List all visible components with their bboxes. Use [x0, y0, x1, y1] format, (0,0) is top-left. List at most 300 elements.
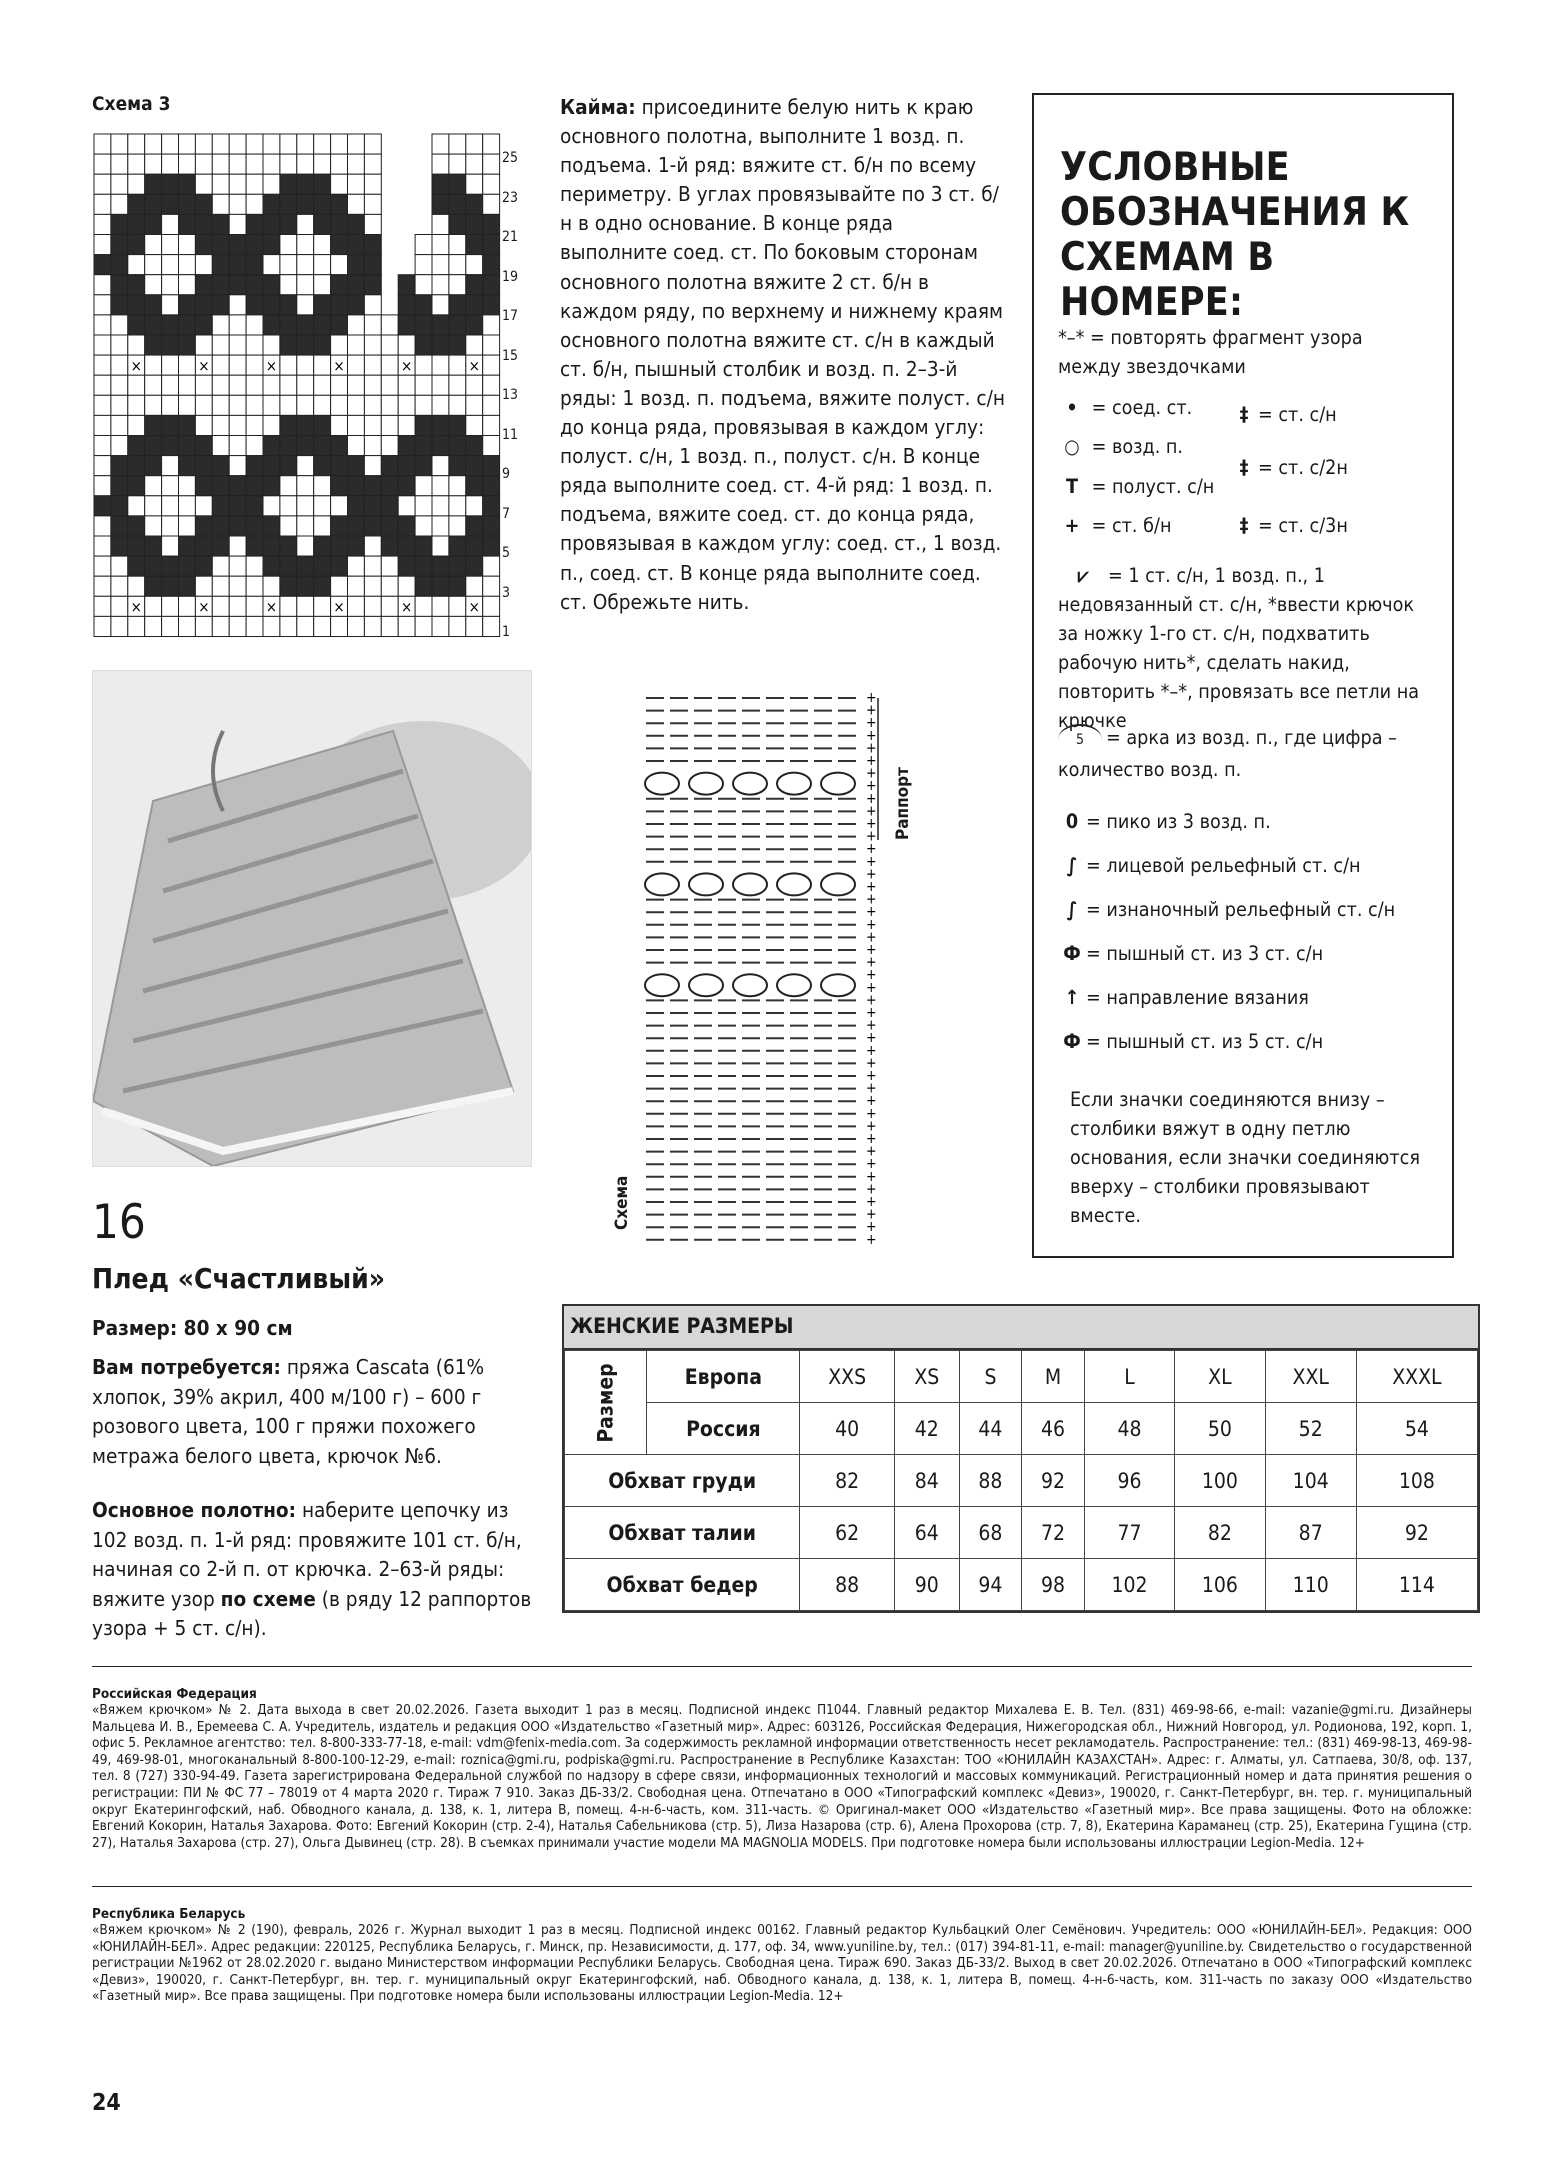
- grid-cell: [246, 335, 263, 355]
- grid-cell: [246, 255, 263, 275]
- grid-cell: [195, 255, 212, 275]
- grid-cell: [483, 194, 500, 214]
- grid-cell: [432, 536, 449, 556]
- grid-cell: [398, 516, 415, 536]
- grid-cell: [179, 355, 196, 375]
- grid-cell: [297, 516, 314, 536]
- slip-stitch-icon: •: [1066, 396, 1078, 419]
- plus-mark: +: [866, 1181, 877, 1198]
- grid-cell: [111, 355, 128, 375]
- plus-mark: +: [866, 942, 877, 958]
- grid-cell: [466, 415, 483, 435]
- grid-cell: [449, 516, 466, 536]
- grid-cell: [364, 174, 381, 194]
- grid-cell: [94, 556, 111, 576]
- grid-cell: [111, 436, 128, 456]
- grid-cell: [398, 275, 415, 295]
- grid-cell: [364, 194, 381, 214]
- grid-cell: [179, 456, 196, 476]
- grid-cell: [297, 576, 314, 596]
- grid-cell: [432, 476, 449, 496]
- row-number: 15: [502, 347, 519, 364]
- grid-cell: [128, 616, 145, 636]
- row-label: Обхват груди: [565, 1455, 800, 1507]
- grid-cell: [195, 536, 212, 556]
- grid-cell: [280, 134, 297, 154]
- grid-cell: [212, 154, 229, 174]
- cross-mark: ×: [468, 356, 480, 375]
- grid-cell: [398, 496, 415, 516]
- table-cell: 42: [894, 1403, 959, 1455]
- grid-cell: [314, 255, 331, 275]
- size-label-cell: Размер: [565, 1351, 647, 1455]
- grid-cell: [162, 134, 179, 154]
- cross-mark: ×: [468, 597, 480, 616]
- grid-cell: [94, 315, 111, 335]
- grid-cell: [348, 556, 365, 576]
- grid-cell: [229, 536, 246, 556]
- plus-mark: +: [866, 1131, 877, 1147]
- grid-cell: [111, 596, 128, 616]
- grid-cell: [94, 335, 111, 355]
- grid-cell: [432, 375, 449, 395]
- grid-cell: [364, 275, 381, 295]
- grid-cell: [162, 596, 179, 616]
- imprint-rf-text: «Вяжем крючком» № 2. Дата выхода в свет 20.02.2026. Газета выходит 1 раз в месяц. Подписной индекс П1044. Главный редактор Михалева Е. В. Тел. (831) 469-98-66, e-mail: vazanie@gmi.ru. Дизайнеры Мальцева И. В., Еремеева С. А. Учредитель, издатель и редакция ООО «Издательство «Газетный мир». Адрес: 603126, Российская Федерация, Нижегородская обл., Нижний Новгород, ул. Родионова, 192, корп. 1, офис 5. Рекламное агентство: тел. 8-800-333-77-18, e-mail: vdm@fenix-media.com. За содержимость рекламной информации ответственность несет рекламодатель. Распространение: тел.: (831) 469-98-13, 469-98-49, 469-98-01, многоканальный 8-800-100-12-29, e-mail: roznica@gmi.ru, podpiska@gmi.ru. Распространение в Республике Казахстан: ТОО «ЮНИЛАЙН КАЗАХСТАН». Адрес: г. Алматы, ул. Сатпаева, 30/8, оф. 137, тел. 8 (727) 330-94-49. Газета зарегистрирована Федеральной службой по надзору в сфере связи, информационных технологий и массовых коммуникаций. Регистрационный номер и дата принятия решения о регистрации: ПИ № ФС 77 – 78019 от 4 марта 2020 г. Тираж 7 910. Заказ ДБ-33/2. Свободная цена. Отпечатано в ООО «Типографский комплекс «Девиз», 190020, г. Санкт-Петербург, вн. тер. г. муниципальный округ Екатерингофский, наб. Обводного канала, д. 138, к. 1, литера В, помещ. 4-н-6-часть, ком. 311-часть. © Оригинал-макет ООО «Издательство «Газетный мир». Все права защищены. Фото на обложке: Евгений Кокорин, Наталья Захарова. Фото: Евгений Кокорин (стр. 2-4), Наталья Сабельникова (стр. 5), Лиза Назарова (стр. 6), Алена Прохорова (стр. 7, 8), Екатерина Караманец (стр. 25), Екатерина Гущина (стр. 27), Наталья Захарова (стр. 27), Ольга Дывинец (стр. 28). В съемках принимали участие модели MA MAGNOLIA MODELS. При подготовке номера были использованы иллюстрации Legion-Media. 12+: [92, 1702, 1472, 1851]
- grid-cell: [128, 295, 145, 315]
- grid-cell: [415, 576, 432, 596]
- grid-cell: [212, 375, 229, 395]
- grid-cell: [246, 596, 263, 616]
- puff-stitch: [777, 773, 811, 795]
- legend-item-front-post: ∫ = лицевой рельефный ст. с/н: [1058, 851, 1361, 880]
- grid-cell: [229, 214, 246, 234]
- grid-cell: [381, 315, 398, 335]
- grid-cell: [246, 154, 263, 174]
- grid-cell: [449, 456, 466, 476]
- grid-cell: [297, 315, 314, 335]
- grid-cell: [314, 355, 331, 375]
- table-cell: 92: [1022, 1455, 1085, 1507]
- grid-cell: [263, 194, 280, 214]
- grid-cell: [449, 295, 466, 315]
- grid-cell: [348, 536, 365, 556]
- puff-stitch: [733, 773, 767, 795]
- grid-cell: [381, 436, 398, 456]
- blanket-photo-illustration: [93, 671, 531, 1166]
- grid-cell: [314, 415, 331, 435]
- grid-cell: [111, 375, 128, 395]
- grid-cell: [449, 576, 466, 596]
- grid-cell: [111, 556, 128, 576]
- plus-mark: +: [866, 992, 877, 1009]
- plus-mark: +: [866, 1005, 877, 1021]
- grid-cell: [212, 616, 229, 636]
- grid-cell: [297, 335, 314, 355]
- legend-item-complex: ⩗ = 1 ст. с/н, 1 возд. п., 1 недовязанный ст. с/н, *ввести крючок за ножку 1-го ст. с/н, подхватить рабочую нить*, сделать накид, повторить *–*, провязать все петли на крючке: [1058, 561, 1438, 735]
- plus-mark: +: [866, 778, 877, 795]
- size-table-grid: [564, 1350, 1478, 1611]
- legend-item-hdc: T = полуст. с/н: [1058, 472, 1214, 501]
- legend-repeat: *–* = повторять фрагмент узора между звездочками: [1058, 326, 1363, 378]
- grid-cell: [229, 235, 246, 255]
- grid-cell: [195, 395, 212, 415]
- grid-cell: [128, 315, 145, 335]
- table-cell: 82: [1175, 1507, 1265, 1559]
- grid-cell: [246, 194, 263, 214]
- grid-cell: [432, 496, 449, 516]
- grid-cell: [94, 516, 111, 536]
- grid-cell: [111, 134, 128, 154]
- table-cell: 102: [1084, 1559, 1174, 1611]
- grid-cell: [128, 516, 145, 536]
- grid-cell: [331, 235, 348, 255]
- grid-cell: [381, 596, 398, 616]
- grid-cell: [364, 536, 381, 556]
- grid-cell: [195, 194, 212, 214]
- grid-cell: [145, 476, 162, 496]
- grid-cell: [263, 275, 280, 295]
- grid-cell: [483, 476, 500, 496]
- table-cell: XS: [894, 1351, 959, 1403]
- grid-cell: [229, 315, 246, 335]
- plus-mark: +: [866, 816, 877, 832]
- row-number: 23: [502, 189, 519, 206]
- grid-cell: [432, 174, 449, 194]
- grid-cell: [145, 134, 162, 154]
- grid-cell: [364, 596, 381, 616]
- grid-cell: [432, 335, 449, 355]
- grid-cell: [483, 436, 500, 456]
- grid-cell: [280, 616, 297, 636]
- grid-cell: [111, 174, 128, 194]
- grid-cell: [432, 295, 449, 315]
- plus-mark: +: [866, 1168, 877, 1185]
- grid-cell: [94, 536, 111, 556]
- grid-cell: [432, 194, 449, 214]
- grid-cell: [111, 214, 128, 234]
- grid-cell: [314, 436, 331, 456]
- legend-item-arch: 5 = арка из возд. п., где цифра – количество возд. п.: [1058, 726, 1397, 781]
- grid-cell: [466, 315, 483, 335]
- table-cell: XXXL: [1356, 1351, 1477, 1403]
- grid-cell: [297, 476, 314, 496]
- grid-cell: [314, 235, 331, 255]
- grid-cell: [162, 576, 179, 596]
- grid-cell: [280, 275, 297, 295]
- table-cell: 50: [1175, 1403, 1265, 1455]
- grid-cell: [415, 476, 432, 496]
- grid-cell: [280, 436, 297, 456]
- grid-cell: [398, 616, 415, 636]
- grid-cell: [483, 295, 500, 315]
- grid-cell: [415, 395, 432, 415]
- grid-cell: [297, 536, 314, 556]
- grid-cell: [364, 516, 381, 536]
- grid-cell: [483, 134, 500, 154]
- grid-cell: [297, 375, 314, 395]
- grid-cell: [381, 516, 398, 536]
- legend-item-sc: + = ст. б/н: [1058, 511, 1171, 540]
- row-number: 13: [502, 387, 519, 403]
- grid-cell: [483, 335, 500, 355]
- blanket-photo: [92, 670, 532, 1167]
- grid-cell: [449, 436, 466, 456]
- grid-cell: [331, 456, 348, 476]
- legend-item-picot: 0 = пико из 3 возд. п.: [1058, 807, 1271, 836]
- table-row: [565, 1351, 1478, 1403]
- grid-cell: [179, 214, 196, 234]
- grid-cell: [449, 616, 466, 636]
- grid-cell: [246, 174, 263, 194]
- imprint-rb-text: «Вяжем крючком» № 2 (190), февраль, 2026 г. Журнал выходит 1 раз в месяц. Подписной индекс 00162. Главный редактор Кульбацкий Олег Семёнович. Учредитель: ООО «ЮНИЛАЙН-БЕЛ». Редакция: ООО «ЮНИЛАЙН-БЕЛ». Адрес редакции: 220125, Республика Беларусь, г. Минск, пр. Независимости, д. 177, оф. 34, www.yuniline.by, тел.: (017) 394-81-11, e-mail: manager@yuniline.by. Свидетельство о государственной регистрации №1962 от 28.02.2020 г. выдано Министерством информации Республики Беларусь. Свободная цена. Тираж 690. Заказ ДБ-33/2. Выход в свет 20.02.2026. Отпечатано в ООО «Типографский комплекс «Девиз», 190020, г. Санкт-Петербург, вн. тер. г. муниципальный округ Екатерингофский, наб. Обводного канала, д. 138, к. 1, литера В, помещ. 4-н-6-часть, ком. 311-часть по заказу ООО «Издательство «Газетный мир». Все права защищены. При подготовке номера были использованы иллюстрации Legion-Media. 12+: [92, 1922, 1472, 2005]
- grid-cell: [449, 476, 466, 496]
- grid-cell: [280, 415, 297, 435]
- grid-cell: [314, 456, 331, 476]
- grid-cell: [432, 214, 449, 234]
- grid-cell: [212, 295, 229, 315]
- grid-cell: [179, 536, 196, 556]
- grid-cell: [331, 174, 348, 194]
- plus-mark: +: [866, 904, 877, 921]
- grid-cell: [449, 255, 466, 275]
- schema-label: Схема: [612, 1175, 632, 1230]
- page-number: 24: [92, 2090, 121, 2116]
- imprint-rb-title: Республика Беларусь: [92, 1906, 246, 1922]
- grid-cell: [263, 295, 280, 315]
- plus-mark: +: [866, 1017, 877, 1034]
- grid-cell: [364, 415, 381, 435]
- grid-cell: [466, 134, 483, 154]
- grid-cell: [145, 536, 162, 556]
- grid-cell: [466, 375, 483, 395]
- grid-cell: [483, 596, 500, 616]
- materials-paragraph: Вам потребуется: пряжа Cascata (61% хлопок, 39% акрил, 400 м/100 г) – 600 г розового цвета, 100 г пряжи похожего метража белого цвета, крючок №6.: [92, 1355, 485, 1468]
- grid-cell: [432, 355, 449, 375]
- grid-cell: [314, 275, 331, 295]
- grid-cell: [348, 295, 365, 315]
- grid-cell: [128, 556, 145, 576]
- grid-cell: [331, 436, 348, 456]
- grid-cell: [145, 496, 162, 516]
- grid-cell: [263, 134, 280, 154]
- legend-item-chain: ○ = возд. п.: [1058, 432, 1183, 461]
- grid-cell: [128, 194, 145, 214]
- grid-cell: [212, 355, 229, 375]
- grid-cell: [145, 616, 162, 636]
- grid-cell: [263, 496, 280, 516]
- grid-cell: [348, 214, 365, 234]
- grid-cell: [331, 214, 348, 234]
- grid-cell: [483, 456, 500, 476]
- schema3-grid: [92, 132, 502, 637]
- grid-cell: [212, 134, 229, 154]
- grid-cell: [415, 315, 432, 335]
- grid-cell: [483, 275, 500, 295]
- grid-cell: [195, 295, 212, 315]
- grid-cell: [297, 616, 314, 636]
- grid-cell: [348, 456, 365, 476]
- grid-cell: [398, 415, 415, 435]
- grid-cell: [111, 275, 128, 295]
- grid-cell: [314, 576, 331, 596]
- grid-cell: [212, 235, 229, 255]
- grid-cell: [179, 154, 196, 174]
- grid-cell: [94, 436, 111, 456]
- grid-cell: [212, 335, 229, 355]
- grid-cell: [297, 456, 314, 476]
- grid-cell: [94, 355, 111, 375]
- grid-cell: [111, 616, 128, 636]
- grid-cell: [195, 275, 212, 295]
- grid-cell: [466, 456, 483, 476]
- grid-cell: [162, 415, 179, 435]
- grid-cell: [331, 576, 348, 596]
- grid-cell: [364, 295, 381, 315]
- grid-cell: [466, 496, 483, 516]
- puff-stitch: [645, 773, 679, 795]
- grid-cell: [398, 295, 415, 315]
- grid-cell: [195, 154, 212, 174]
- grid-cell: [162, 214, 179, 234]
- grid-cell: [297, 355, 314, 375]
- plus-mark: +: [866, 753, 877, 769]
- back-post-icon: ∫: [1066, 898, 1078, 921]
- grid-cell: [246, 295, 263, 315]
- grid-cell: [179, 255, 196, 275]
- chain-icon: ○: [1064, 435, 1080, 458]
- legend-box: [1032, 93, 1454, 1258]
- grid-cell: [263, 255, 280, 275]
- legend-item-puff5: Ф = пышный ст. из 5 ст. с/н: [1058, 1027, 1323, 1056]
- puff-stitch: [821, 974, 855, 996]
- grid-cell: [466, 556, 483, 576]
- plus-mark: +: [866, 916, 877, 933]
- grid-cell: [280, 315, 297, 335]
- grid-cell: [466, 275, 483, 295]
- grid-cell: [162, 275, 179, 295]
- grid-cell: [229, 616, 246, 636]
- grid-cell: [111, 315, 128, 335]
- grid-cell: [280, 235, 297, 255]
- row-number: 3: [502, 584, 511, 601]
- grid-cell: [246, 496, 263, 516]
- grid-cell: [229, 174, 246, 194]
- plus-mark: +: [866, 1042, 877, 1059]
- grid-cell: [162, 174, 179, 194]
- grid-cell: [348, 596, 365, 616]
- plus-mark: +: [866, 853, 877, 870]
- grid-cell: [348, 235, 365, 255]
- grid-cell: [263, 375, 280, 395]
- grid-cell: [162, 496, 179, 516]
- grid-cell: [246, 415, 263, 435]
- grid-cell: [229, 335, 246, 355]
- grid-cell: [94, 295, 111, 315]
- grid-cell: [280, 596, 297, 616]
- grid-cell: [466, 516, 483, 536]
- grid-cell: [466, 576, 483, 596]
- grid-cell: [297, 134, 314, 154]
- grid-cell: [280, 395, 297, 415]
- grid-cell: [212, 395, 229, 415]
- kayma-paragraph: [560, 93, 1005, 617]
- grid-cell: [179, 395, 196, 415]
- grid-cell: [212, 556, 229, 576]
- grid-cell: [280, 456, 297, 476]
- stitch-diagram: [612, 690, 940, 1254]
- grid-cell: [483, 355, 500, 375]
- puff-stitch: [645, 873, 679, 895]
- grid-cell: [229, 194, 246, 214]
- plus-mark: +: [866, 765, 877, 782]
- grid-cell: [179, 194, 196, 214]
- grid-cell: [145, 375, 162, 395]
- plus-mark: +: [866, 727, 877, 744]
- legend-item-puff3: Ф = пышный ст. из 3 ст. с/н: [1058, 939, 1323, 968]
- grid-cell: [212, 275, 229, 295]
- grid-cell: [449, 315, 466, 335]
- grid-cell: [179, 275, 196, 295]
- grid-cell: [415, 456, 432, 476]
- puff-stitch: [733, 974, 767, 996]
- puff-stitch: [777, 873, 811, 895]
- grid-cell: [128, 154, 145, 174]
- grid-cell: [449, 275, 466, 295]
- grid-cell: [432, 255, 449, 275]
- grid-cell: [432, 596, 449, 616]
- grid-cell: [348, 436, 365, 456]
- table-cell: 52: [1265, 1403, 1356, 1455]
- puff-stitch: [689, 773, 723, 795]
- grid-cell: [415, 235, 432, 255]
- grid-cell: [246, 315, 263, 335]
- grid-cell: [348, 395, 365, 415]
- grid-cell: [398, 335, 415, 355]
- grid-cell: [364, 395, 381, 415]
- grid-cell: [483, 235, 500, 255]
- pattern-number: 16: [92, 1195, 146, 1250]
- grid-cell: [483, 255, 500, 275]
- grid-cell: [246, 355, 263, 375]
- grid-cell: [179, 436, 196, 456]
- grid-cell: [145, 315, 162, 335]
- grid-cell: [111, 415, 128, 435]
- grid-cell: [179, 616, 196, 636]
- cross-mark: ×: [333, 356, 345, 375]
- grid-cell: [466, 395, 483, 415]
- grid-cell: [195, 214, 212, 234]
- grid-cell: [314, 395, 331, 415]
- grid-cell: [179, 596, 196, 616]
- grid-cell: [364, 476, 381, 496]
- grid-cell: [111, 536, 128, 556]
- plus-mark: +: [866, 1194, 877, 1210]
- grid-cell: [263, 456, 280, 476]
- grid-cell: [348, 616, 365, 636]
- grid-cell: [111, 194, 128, 214]
- grid-cell: [364, 355, 381, 375]
- grid-cell: [398, 476, 415, 496]
- grid-cell: [94, 194, 111, 214]
- grid-cell: [94, 476, 111, 496]
- grid-cell: [94, 235, 111, 255]
- grid-cell: [314, 556, 331, 576]
- plus-mark: +: [866, 866, 877, 883]
- table-cell: 48: [1084, 1403, 1174, 1455]
- cross-mark: ×: [198, 597, 210, 616]
- grid-cell: [432, 516, 449, 536]
